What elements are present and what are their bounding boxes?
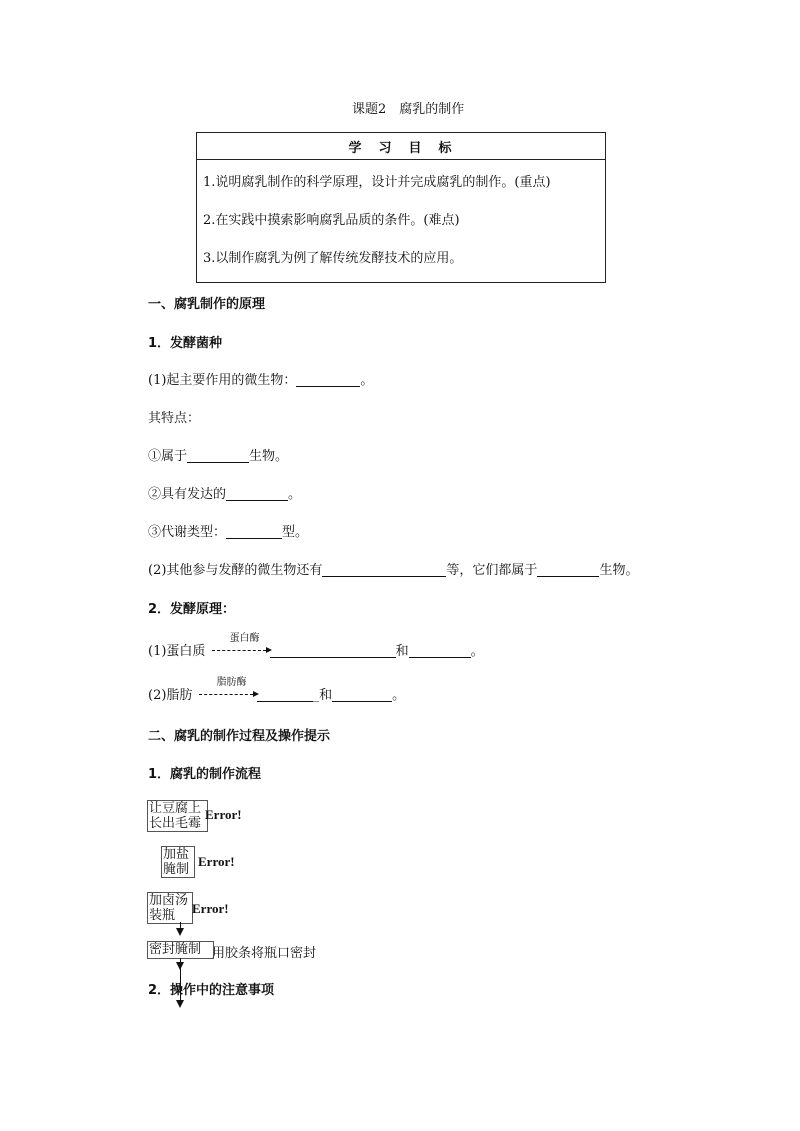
- section1-sub2: 2．发酵原理：: [148, 602, 236, 617]
- features-label: 其特点：: [148, 411, 201, 426]
- flow-step-box: 让豆腐上长出毛霉: [147, 800, 208, 832]
- answer-blank[interactable]: [226, 486, 288, 501]
- flow-step-note: Error!: [205, 807, 242, 822]
- section1-sub1: 1．发酵菌种: [148, 336, 223, 351]
- section2-heading: 二、腐乳的制作过程及操作提示: [148, 729, 331, 744]
- flow-step-note: 用胶条将瓶口密封: [212, 946, 317, 961]
- goal-item: 3.以制作腐乳为例了解传统发酵技术的应用。: [203, 251, 463, 266]
- flow-arrow-icon: [176, 928, 184, 936]
- reaction-arrow: [197, 677, 257, 703]
- feature-1: ①属于 生物。: [148, 449, 289, 464]
- answer-blank[interactable]: [226, 524, 282, 539]
- section2-sub2: 2．操作中的注意事项: [148, 983, 275, 998]
- answer-blank[interactable]: [332, 687, 392, 702]
- section2-sub1: 1．腐乳的制作流程: [148, 767, 262, 782]
- page-title: 课题2 腐乳的制作: [352, 102, 465, 117]
- answer-blank[interactable]: [296, 372, 360, 387]
- answer-blank[interactable]: [409, 643, 471, 658]
- enzyme-label: 脂肪酶: [216, 677, 247, 688]
- question-1: (1)起主要作用的微生物： 。: [148, 373, 374, 388]
- arrow-head-icon: [266, 647, 272, 653]
- goals-body: [197, 160, 606, 283]
- feature-3: ③代谢类型： 型。: [148, 525, 309, 540]
- answer-blank[interactable]: [187, 448, 249, 463]
- goal-item: 2.在实践中摸索影响腐乳品质的条件。(难点): [203, 213, 460, 228]
- flow-arrow-icon: [176, 1000, 184, 1008]
- answer-blank[interactable]: [270, 643, 396, 658]
- learning-goals-table: [196, 132, 606, 283]
- question-2: (2)其他参与发酵的微生物还有 等，它们都属于 生物。: [148, 563, 639, 578]
- flow-step-note: Error!: [198, 854, 235, 869]
- arrow-head-icon: [253, 691, 259, 697]
- feature-2: ②具有发达的 。: [148, 487, 302, 502]
- flow-step-box: 加盐腌制: [161, 846, 195, 878]
- goal-item: 1.说明腐乳制作的科学原理，设计并完成腐乳的制作。(重点): [203, 175, 551, 190]
- goals-header: 学 习 目 标: [197, 133, 606, 160]
- answer-blank[interactable]: [322, 562, 446, 577]
- flow-step-box: 密封腌制: [147, 941, 214, 959]
- reaction-1: (1)蛋白质 蛋白酶 和 。: [148, 640, 484, 659]
- reaction-2: (2)脂肪 脂肪酶 _和 。: [148, 684, 405, 703]
- section1-heading: 一、腐乳制作的原理: [148, 297, 266, 312]
- flow-step-note: Error!: [192, 901, 229, 916]
- answer-blank[interactable]: [257, 687, 313, 702]
- reaction-arrow: [210, 633, 270, 659]
- enzyme-label: 蛋白酶: [229, 633, 260, 644]
- answer-blank[interactable]: [537, 562, 599, 577]
- flow-arrow-icon: [176, 962, 184, 970]
- flow-step-box: 加卤汤装瓶: [147, 892, 193, 924]
